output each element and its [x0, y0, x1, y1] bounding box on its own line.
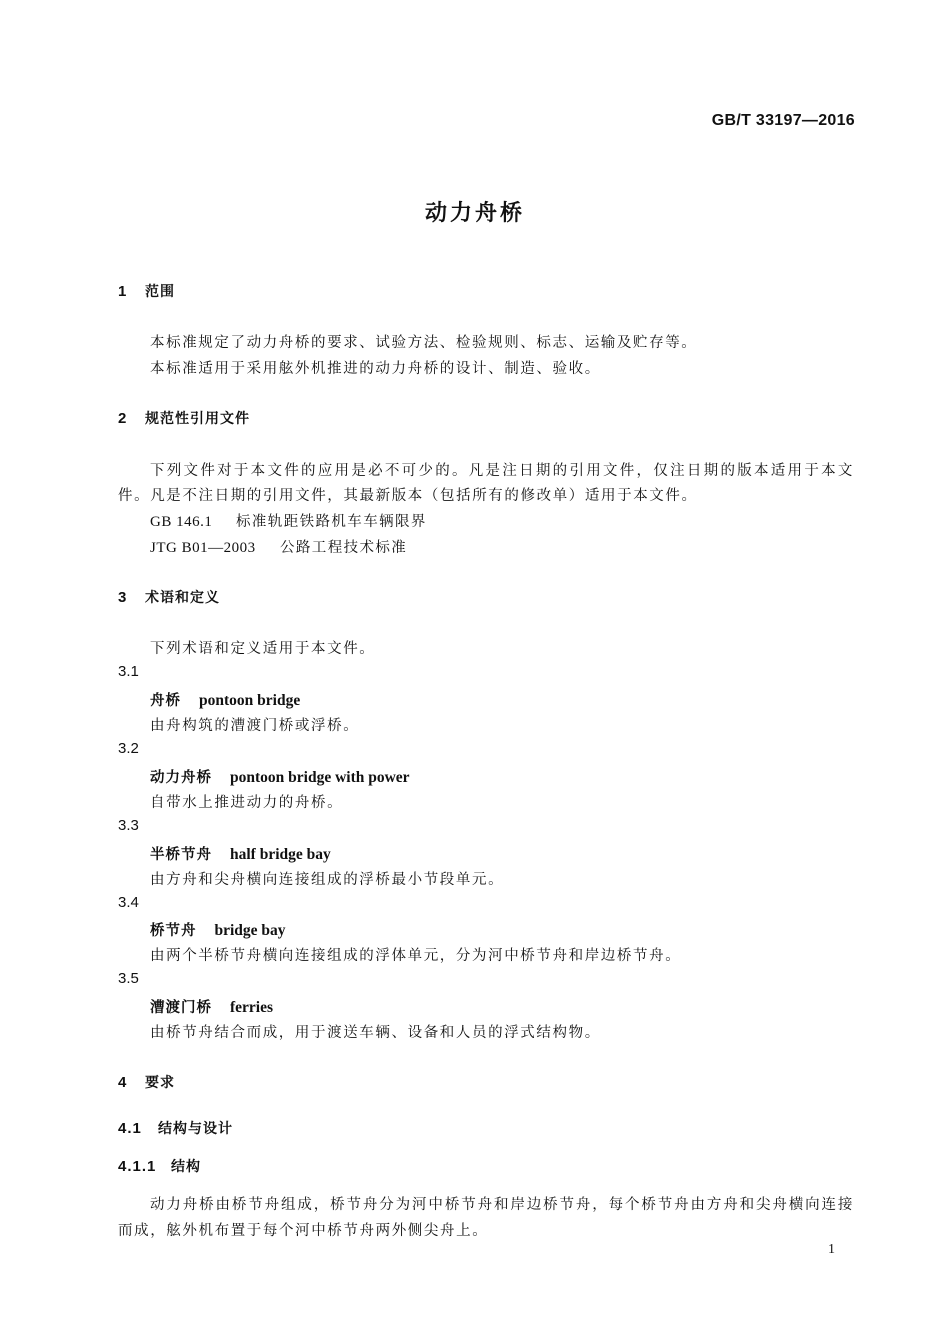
reference-item: [150, 510, 427, 531]
section-title: 要求: [145, 1075, 175, 1091]
reference-name: 标准轨距铁路机车车辆限界: [236, 514, 427, 530]
section-4-1-heading: [118, 1118, 233, 1138]
paragraph: 而成，舷外机布置于每个河中桥节舟两外侧尖舟上。: [118, 1223, 489, 1239]
section-number: 3: [118, 589, 128, 606]
term-zh: 舟桥: [150, 693, 181, 709]
term-en: pontoon bridge with power: [230, 769, 410, 786]
paragraph: 本标准规定了动力舟桥的要求、试验方法、检验规则、标志、运输及贮存等。: [150, 335, 698, 351]
section-title: 范围: [145, 284, 175, 300]
term-definition: 由两个半桥节舟横向连接组成的浮体单元，分为河中桥节舟和岸边桥节舟。: [150, 948, 682, 964]
section-title: 结构: [171, 1159, 201, 1175]
section-3-heading: [118, 587, 220, 607]
section-4-1-1-heading: [118, 1156, 201, 1176]
section-4-heading: [118, 1072, 175, 1092]
paragraph: 件。凡是不注日期的引用文件，其最新版本（包括所有的修改单）适用于本文件。: [118, 488, 698, 504]
reference-item: [150, 536, 407, 557]
standard-number: GB/T 33197—2016: [711, 112, 855, 129]
term-number: 3.2: [118, 740, 139, 757]
section-title: 术语和定义: [145, 590, 220, 606]
term-zh: 桥节舟: [150, 923, 197, 939]
reference-code: JTG B01—2003: [150, 540, 256, 556]
term-number: 3.4: [118, 894, 139, 911]
paragraph: 下列术语和定义适用于本文件。: [150, 641, 376, 657]
reference-name: 公路工程技术标准: [280, 540, 408, 556]
term-zh: 动力舟桥: [150, 770, 212, 786]
section-number: 4: [118, 1074, 128, 1091]
section-number: 4.1.1: [118, 1158, 157, 1175]
section-number: 1: [118, 283, 128, 300]
term-en: half bridge bay: [230, 846, 331, 863]
term-entry: [150, 766, 410, 787]
section-1-heading: [118, 281, 175, 301]
term-definition: 由方舟和尖舟横向连接组成的浮桥最小节段单元。: [150, 872, 505, 888]
term-zh: 半桥节舟: [150, 847, 212, 863]
paragraph: 下列文件对于本文件的应用是必不可少的。凡是注日期的引用文件，仅注日期的版本适用于本文: [150, 463, 854, 479]
term-en: pontoon bridge: [199, 692, 301, 709]
term-number: 3.5: [118, 970, 139, 987]
section-title: 规范性引用文件: [145, 411, 250, 427]
term-entry: [150, 689, 300, 710]
term-zh: 漕渡门桥: [150, 1000, 212, 1016]
term-definition: 由舟构筑的漕渡门桥或浮桥。: [150, 718, 360, 734]
section-title: 结构与设计: [158, 1121, 233, 1137]
term-number: 3.1: [118, 663, 139, 680]
section-2-heading: [118, 408, 250, 428]
term-en: bridge bay: [214, 922, 286, 939]
term-entry: [150, 919, 286, 940]
paragraph: 动力舟桥由桥节舟组成，桥节舟分为河中桥节舟和岸边桥节舟，每个桥节舟由方舟和尖舟横向连接: [150, 1197, 854, 1213]
reference-code: GB 146.1: [150, 514, 213, 530]
document-title: 动力舟桥: [424, 201, 525, 226]
term-entry: [150, 843, 331, 864]
section-number: 2: [118, 410, 128, 427]
page-number: 1: [828, 1242, 835, 1257]
term-definition: 自带水上推进动力的舟桥。: [150, 795, 344, 811]
term-number: 3.3: [118, 817, 139, 834]
section-number: 4.1: [118, 1120, 142, 1137]
term-entry: [150, 996, 273, 1017]
term-en: ferries: [230, 999, 274, 1016]
term-definition: 由桥节舟结合而成，用于渡送车辆、设备和人员的浮式结构物。: [150, 1025, 601, 1041]
paragraph: 本标准适用于采用舷外机推进的动力舟桥的设计、制造、验收。: [150, 361, 601, 377]
